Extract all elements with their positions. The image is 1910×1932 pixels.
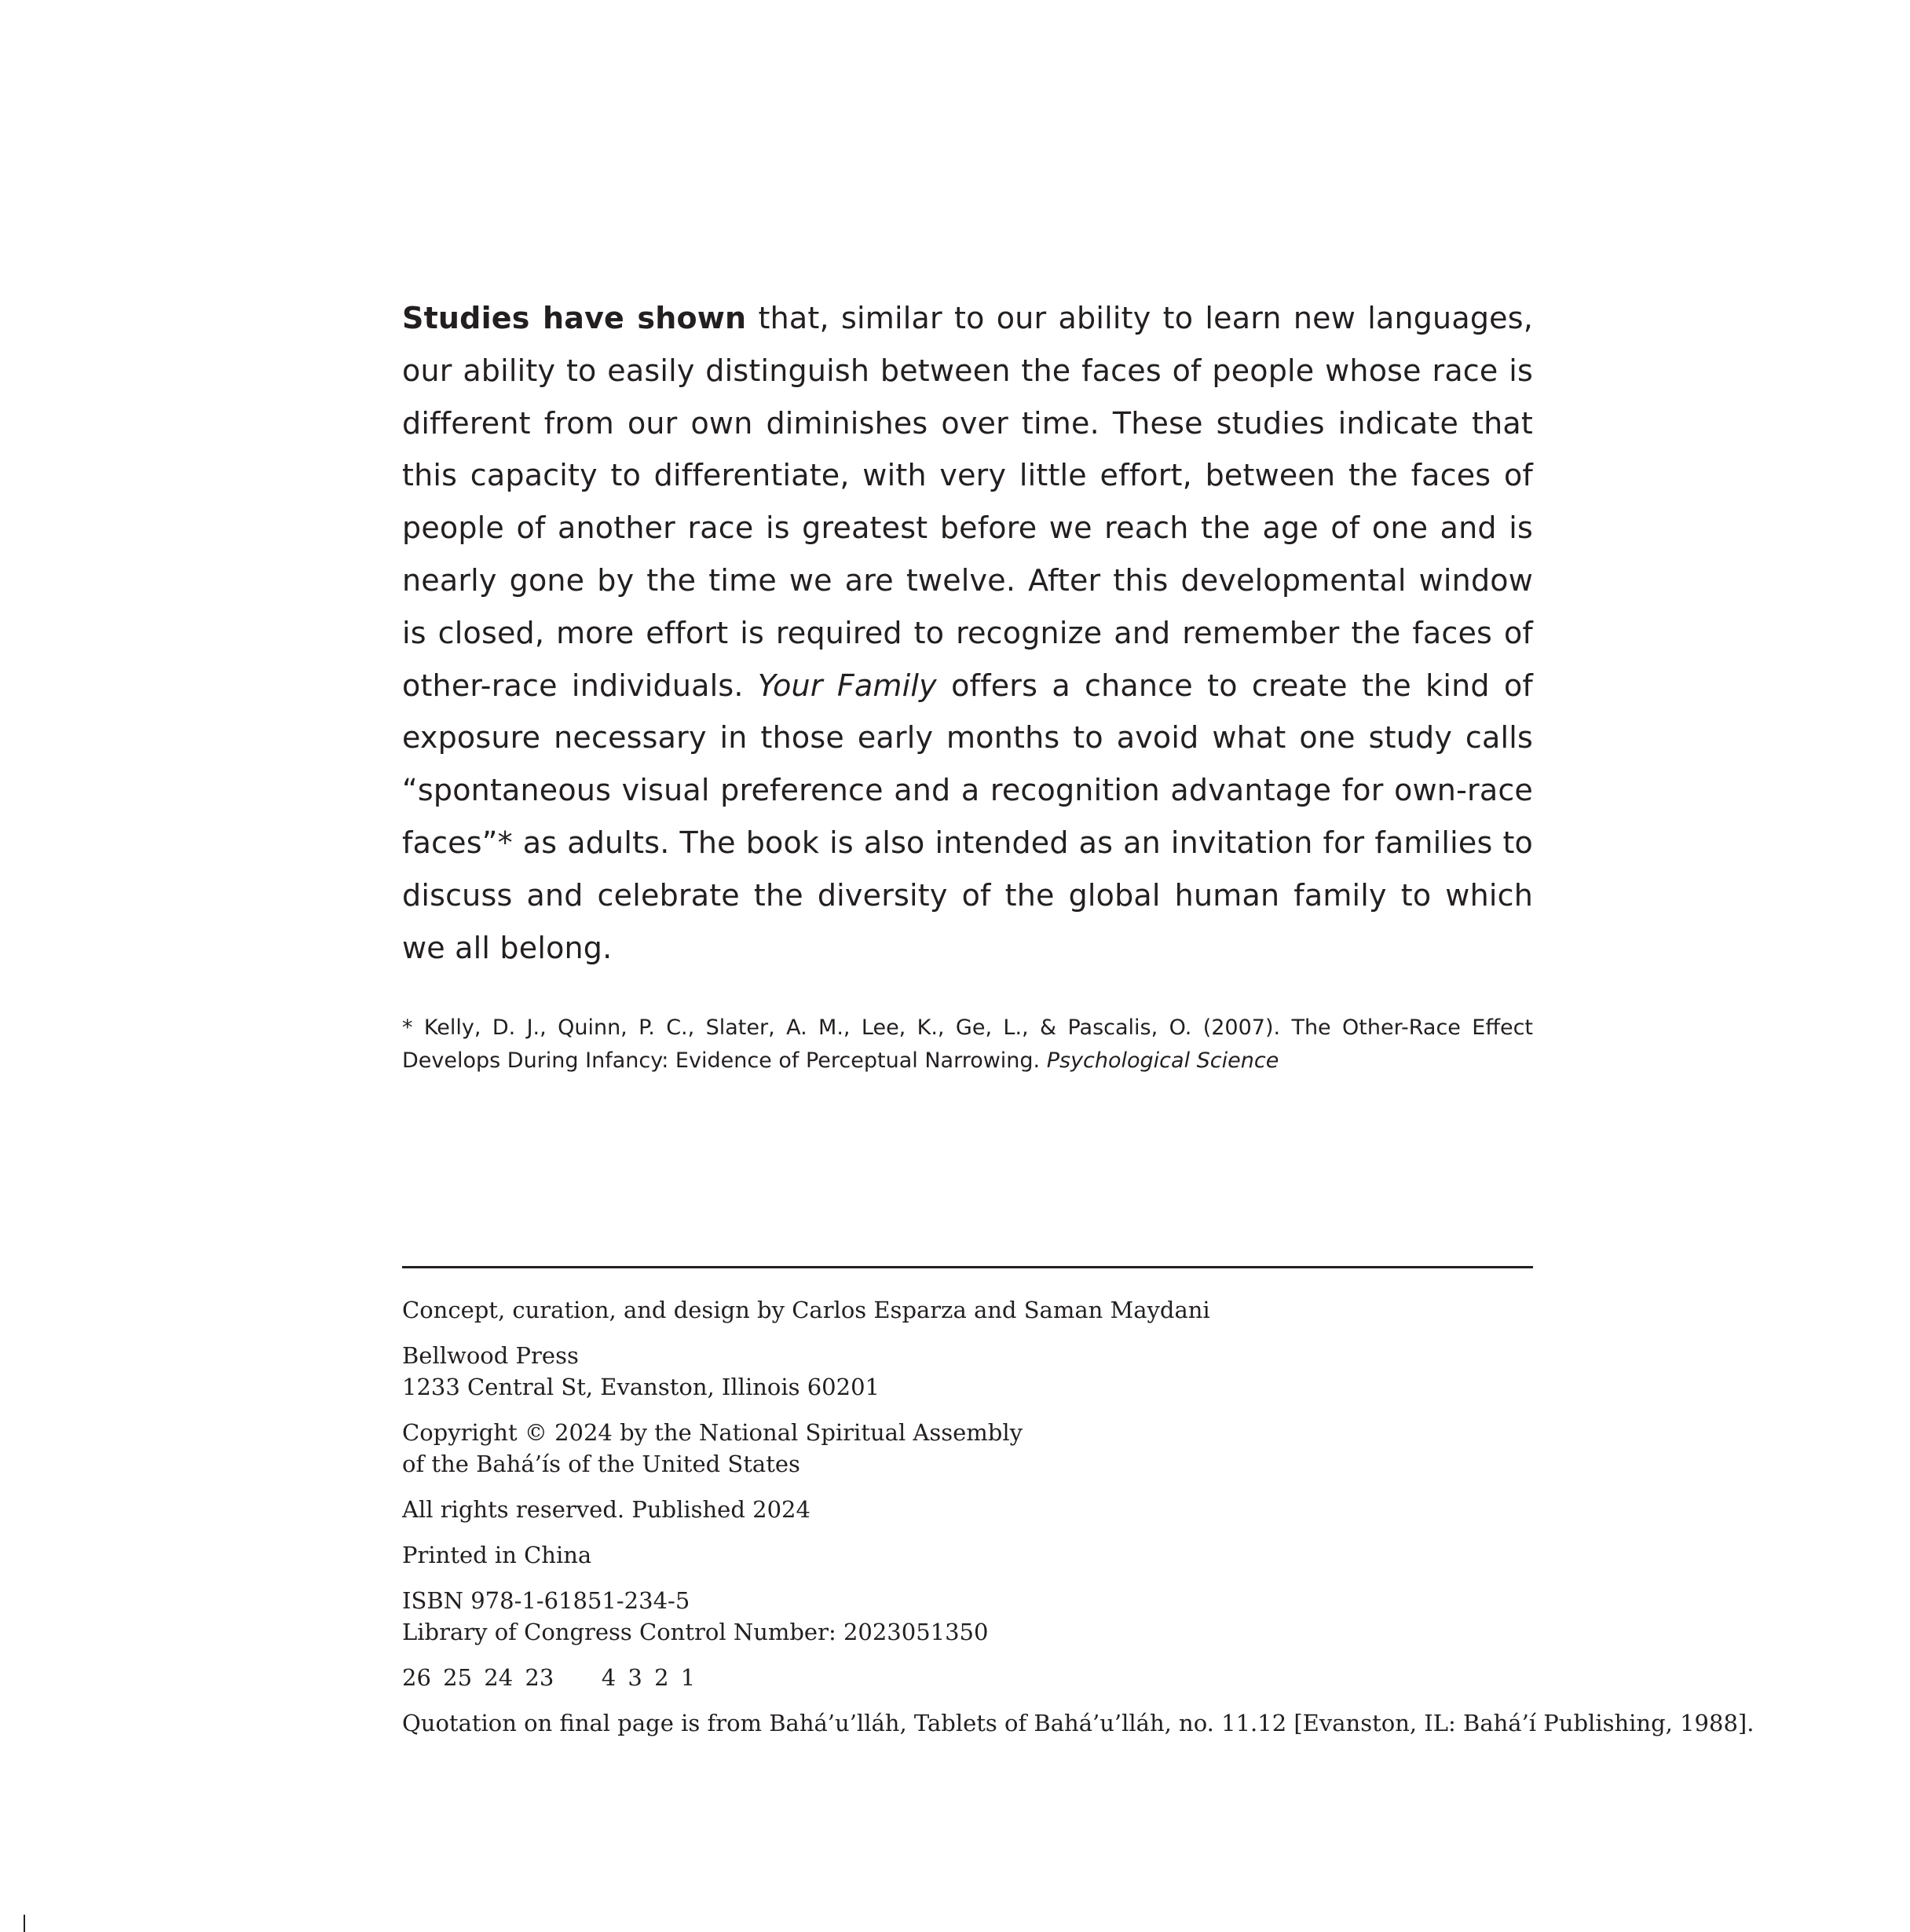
quotation-note: Quotation on final page is from Bahá’u’lláh, Tablets of Bahá’u’lláh, no. 11.12 [Evanston, IL: Bahá’í Publishing, 1988].	[402, 1710, 1754, 1736]
colophon-rights	[402, 1494, 1549, 1525]
intro-bold-lead: Studies have shown	[402, 301, 747, 335]
print-number: 1	[680, 1664, 696, 1691]
footnote	[402, 1012, 1533, 1078]
copyright-line-2: of the Bahá’ís of the United States	[402, 1451, 800, 1477]
intro-text-part-1: that, similar to our ability to learn new languages, our ability to easily distinguish between the faces of people whose race is different from our own diminishes over time. These studies indicate that this capacity to differentiate, with very little effort, between the faces of people of another race is greatest before we reach the age of one and is nearly gone by the time we are twelve. After this developmental window is closed, more effort is required to recognize and remember the faces of other-race individuals.	[402, 301, 1534, 703]
footnote-journal: Psychological Science	[1046, 1048, 1279, 1073]
print-number: 2	[654, 1664, 669, 1691]
publisher-address: 1233 Central St, Evanston, Illinois 60201	[402, 1374, 880, 1400]
intro-paragraph	[402, 292, 1533, 974]
colophon-identifiers	[402, 1585, 1549, 1648]
intro-book-title: Your Family	[757, 668, 937, 703]
rights-line: All rights reserved. Published 2024	[402, 1496, 810, 1523]
print-year: 26	[402, 1664, 431, 1691]
isbn-line: ISBN 978-1-61851-234-5	[402, 1587, 690, 1614]
colophon-quotation	[402, 1707, 1754, 1739]
colophon	[402, 1294, 1754, 1753]
crop-mark	[24, 1915, 25, 1932]
print-year: 24	[484, 1664, 514, 1691]
print-year: 23	[525, 1664, 554, 1691]
copyright-line-1: Copyright © 2024 by the National Spiritual Assembly	[402, 1419, 1023, 1446]
publisher-name: Bellwood Press	[402, 1342, 579, 1369]
colophon-credits	[402, 1294, 1549, 1326]
lccn-line: Library of Congress Control Number: 2023051350	[402, 1619, 989, 1645]
colophon-printed	[402, 1539, 1549, 1571]
colophon-publisher	[402, 1340, 1549, 1403]
footnote-citation: * Kelly, D. J., Quinn, P. C., Slater, A. M., Lee, K., Ge, L., & Pascalis, O. (2007). The Other-Race Effect Develops During Infancy: Evidence of Perceptual Narrowing.	[402, 1015, 1533, 1073]
printed-line: Printed in China	[402, 1542, 592, 1568]
credits-line: Concept, curation, and design by Carlos Esparza and Saman Maydani	[402, 1297, 1210, 1323]
intro-text-part-2: offers a chance to create the kind of exposure necessary in those early months to avoid what one study calls “spontaneous visual preference and a recognition advantage for own-race faces”* as adults. The book is also intended as an invitation for families to discuss and celebrate the diversity of the global human family to which we all belong.	[402, 668, 1533, 965]
print-number: 3	[628, 1664, 642, 1691]
print-number: 4	[601, 1664, 617, 1691]
print-year: 25	[443, 1664, 473, 1691]
section-divider	[402, 1266, 1533, 1268]
colophon-copyright	[402, 1417, 1549, 1480]
printer-key	[402, 1662, 1549, 1693]
